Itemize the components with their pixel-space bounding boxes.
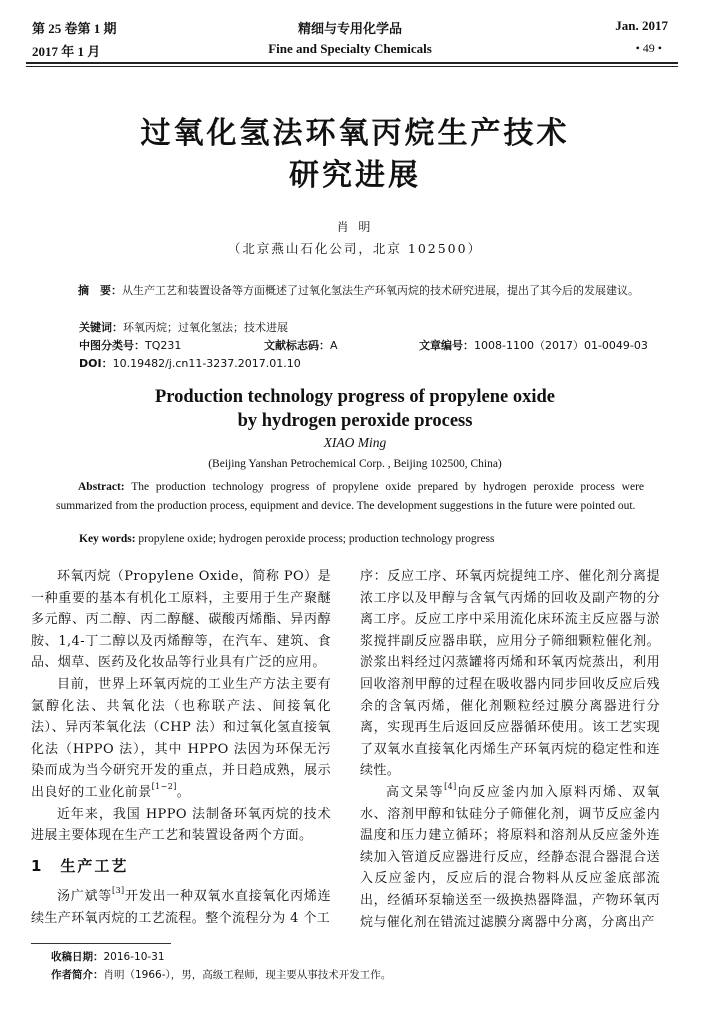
title-en-line-1: Production technology progress of propylene oxide [155,387,555,407]
keywords-cn-label: 关键词： [79,321,123,334]
volume-issue: 第 25 卷第 1 期 [32,21,117,36]
journal-name-en: Fine and Specialty Chemicals [268,41,432,56]
paragraph: 环氧丙烷（Propylene Oxide，简称 PO）是一种重要的基本有机化工原料，主要用于生产聚醚多元醇、丙二醇、丙二醇醚、碳酸丙烯酯、异丙醇胺、1,4-丁二醇以及丙烯醇等，在汽车、建筑、食品、烟草、医药及化妆品等行业具有广泛的应用。 [31,569,331,671]
doi-label: DOI： [79,357,113,370]
footnote-rule [31,943,171,944]
keywords-en-label: Key words: [79,533,136,545]
clc-number [79,337,181,355]
paragraph-text: 汤广斌等 [57,889,113,905]
body-column-left [31,566,331,930]
abstract-cn-label: 摘 要： [78,284,122,297]
doc-code-label: 文献标志码： [264,339,330,352]
header-rule-thick [26,62,678,64]
paper-title-cn [0,113,710,197]
doc-code-value: A [330,339,338,352]
abstract-en-label: Abstract: [78,481,125,493]
author-cn: 肖 明 [336,220,374,234]
date-cn: 2017 年 1 月 [32,44,101,59]
title-en-line-2: by hydrogen peroxide process [237,411,473,431]
citation: [3] [112,886,125,896]
header-rule-thin [26,66,678,67]
abstract-en [56,478,644,515]
footnote-author-bio [51,967,391,982]
author-en: XIAO Ming [323,435,387,450]
keywords-en [79,533,495,545]
keywords-en-text: propylene oxide; hydrogen peroxide process; production technology progress [135,533,495,545]
article-no-label: 文章编号： [419,339,474,352]
paragraph [360,782,660,933]
body-column-right [360,566,660,933]
affiliation-en: (Beijing Yanshan Petrochemical Corp. , Beijing 102500, China) [208,458,502,470]
clc-label: 中图分类号： [79,339,145,352]
paragraph: 近年来，我国 HPPO 法制备环氧丙烷的技术进展主要体现在生产工艺和装置设备两个方面。 [31,806,331,844]
bio-value: 肖明（1966-），男，高级工程师，现主要从事技术开发工作。 [103,969,392,981]
section-heading: 1 生产工艺 [31,856,129,875]
abstract-en-text: The production technology progress of propylene oxide prepared by hydrogen peroxide process were summarized from the production process, equipment and device. The development suggestions in the future were pointed out. [56,481,644,512]
footnote-received [51,949,165,964]
received-value: 2016-10-31 [103,951,165,963]
citation: [1~2] [151,781,177,791]
paragraph-end: 。 [176,784,191,800]
doi [79,355,677,374]
paragraph-text: 高文杲等 [386,784,445,800]
page-number: • 49 • [635,41,662,55]
paragraph [31,674,331,804]
abstract-cn-text: 从生产工艺和装置设备等方面概述了过氧化氢法生产环氧丙烷的技术研究进展，提出了其今后的发展建议。 [122,284,639,297]
paragraph-text: 目前，世界上环氧丙烷的工业生产方法主要有氯醇化法、共氧化法（也称联产法、间接氧化法）、异丙苯氧化法（CHP 法）和过氧化氢直接氧化法（HPPO 法），其中 HPPO 法因为环保无污染而成为当今研究开发的重点，并日趋成熟，展示出良好的工业化前景 [31,676,331,800]
document-code [264,337,338,355]
affiliation-cn: （北京燕山石化公司，北京 102500） [227,241,483,256]
keywords-cn [79,319,677,338]
title-line-1: 过氧化氢法环氧丙烷生产技术 [140,116,570,151]
running-header [32,14,668,60]
paragraph: 序：反应工序、环氧丙烷提纯工序、催化剂分离提浓工序以及甲醇与含氧气丙烯的回收及副产物的分离工序。反应工序中采用流化床环流主反应器与淤浆搅拌副反应器串联，应用分子筛细颗粒催化剂。淤浆出料经过闪蒸罐将丙烯和环氧丙烷蒸出，利用回收溶剂甲醇的过程在吸收器内同步回收反应后残余的含氧丙烯，催化剂颗粒经过膜分离器进行分离，实现再生后返回反应器循环使用。该工艺实现了双氧水直接氧化丙烯生产环氧丙烷的稳定性和连续性。 [360,569,660,779]
citation: [4] [444,781,457,791]
journal-name-cn: 精细与专用化学品 [297,22,402,37]
article-number [419,337,648,355]
clc-value: TQ231 [145,339,182,352]
doi-value: 10.19482/j.cn11-3237.2017.01.10 [112,357,301,370]
abstract-cn [56,282,654,301]
paper-title-en [0,385,710,433]
keywords-cn-text: 环氧丙烷；过氧化氢法；技术进展 [123,321,288,334]
received-label: 收稿日期： [51,951,104,963]
title-line-2: 研究进展 [289,158,421,193]
bio-label: 作者简介： [51,969,104,981]
paragraph-text: 向反应釜内加入原料丙烯、双氧水、溶剂甲醇和钛硅分子筛催化剂，调节反应釜内温度和压力建立循环；将原料和溶剂从反应釜外连续加入管道反应器进行反应，经静态混合器混合送入反应釜内，反应后的混合物料从反应釜底部流出，经循环泵输送至一级换热器降温，产物环氧丙烷与催化剂在错流过滤膜分离器中分离，分离出产 [360,784,660,930]
paragraph [31,886,331,929]
date-en: Jan. 2017 [615,18,668,33]
article-no-value: 1008-1100（2017）01-0049-03 [474,339,648,352]
paragraph-text: 开发出一种双氧水直接氧化丙烯连续生产环氧丙烷的工艺流程。整个流程分为 4 个工 [31,889,331,926]
